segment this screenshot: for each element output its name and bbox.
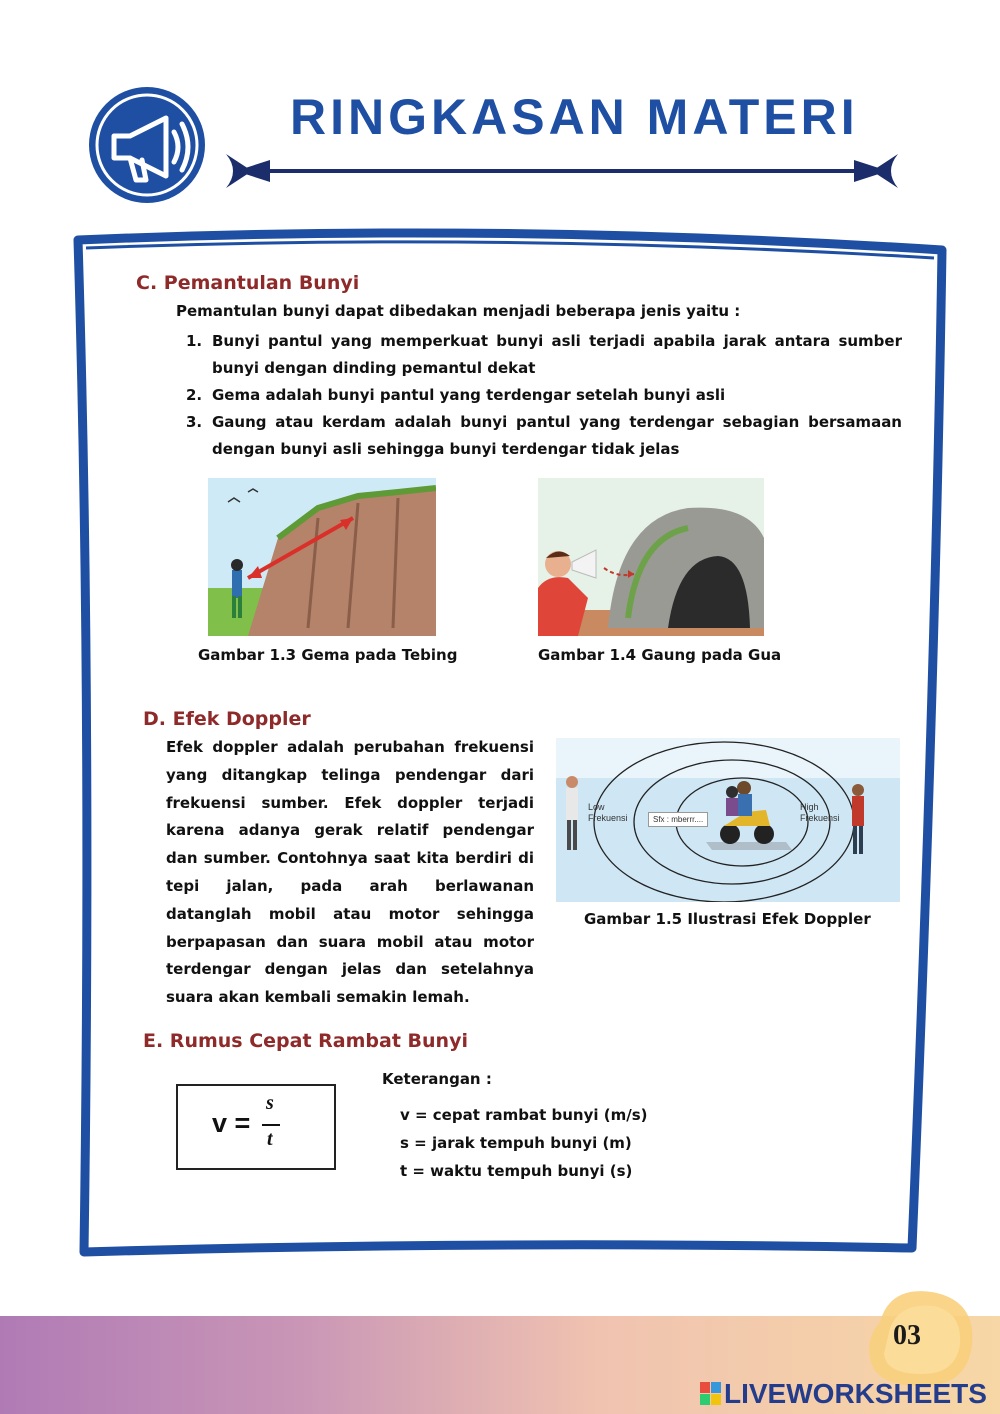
page-title: RINGKASAN MATERI [290, 89, 859, 145]
formula-denominator: t [267, 1128, 273, 1150]
low-frequency-label: Low Frekuensi [588, 802, 628, 823]
high-frequency-label: High Frekuensi [800, 802, 840, 823]
fraction-bar [262, 1124, 280, 1126]
formula-box [176, 1084, 336, 1170]
section-d-heading: D. Efek Doppler [143, 708, 311, 730]
page-number: 03 [893, 1320, 921, 1351]
list-item: 2. Gema adalah bunyi pantul yang terdengar setelah bunyi asli [186, 386, 726, 404]
brand-watermark[interactable]: LIVEWORKSHEETS [724, 1378, 987, 1409]
formula-lhs: v = [212, 1108, 251, 1138]
liveworksheets-logo-icon [700, 1382, 722, 1406]
caption-gambar-1-5: Gambar 1.5 Ilustrasi Efek Doppler [584, 910, 871, 928]
list-item: 3. Gaung atau kerdam adalah bunyi pantul yang terdengar sebagian bersamaan dengan bunyi asli sehingga bunyi terdengar tidak jelas [186, 413, 902, 458]
sfx-label: Sfx : mberrr.... [648, 812, 708, 827]
section-e-heading: E. Rumus Cepat Rambat Bunyi [143, 1030, 468, 1052]
doppler-illustration [556, 738, 900, 902]
caption-gambar-1-3: Gambar 1.3 Gema pada Tebing [198, 646, 458, 664]
caption-gambar-1-4: Gambar 1.4 Gaung pada Gua [538, 646, 782, 664]
list-item: 1. Bunyi pantul yang memperkuat bunyi asli terjadi apabila jarak antara sumber bunyi dengan dinding pemantul dekat [186, 332, 902, 377]
keterangan-label: Keterangan : [382, 1070, 492, 1088]
section-c-list [186, 328, 902, 463]
formula-numerator: s [266, 1092, 274, 1114]
list-item: s = jarak tempuh bunyi (m) [400, 1134, 632, 1152]
keterangan-list [400, 1101, 648, 1185]
cave-illustration [538, 478, 764, 636]
section-c-heading: C. Pemantulan Bunyi [136, 272, 360, 294]
section-d-body: Efek doppler adalah perubahan frekuensi yang ditangkap telinga pendengar dari frekuensi sumber. Efek doppler terjadi karena adanya gerak relatif pendengar dan sumber. Contohnya saat kita berdiri di tepi jalan, pada arah berlawanan datanglah mobil atau motor sehingga berpapasan dan suara mobil atau motor terdengar dengan jelas dan setelahnya suara akan kembali semakin lemah. [166, 738, 534, 1007]
list-item: t = waktu tempuh bunyi (s) [400, 1162, 633, 1180]
list-item: v = cepat rambat bunyi (m/s) [400, 1106, 648, 1124]
section-c-intro: Pemantulan bunyi dapat dibedakan menjadi beberapa jenis yaitu : [176, 302, 741, 320]
cliff-echo-illustration [208, 478, 436, 636]
